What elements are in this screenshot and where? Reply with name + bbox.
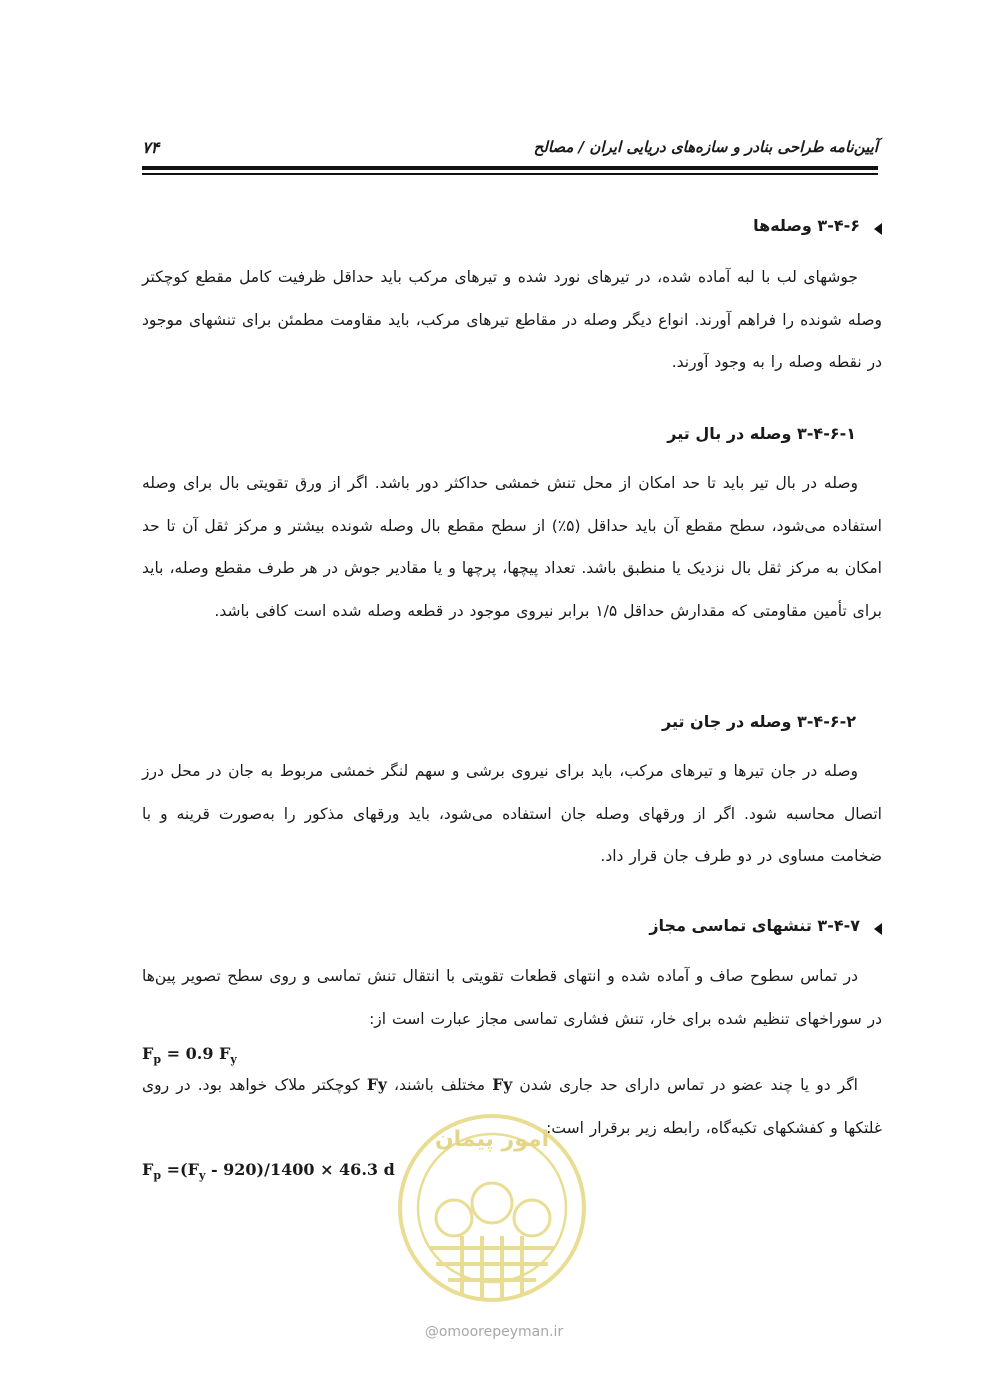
triangle-bullet-icon (874, 223, 882, 235)
subsection-heading-web-splice (142, 712, 856, 731)
heading-text: ۳-۴-۶-۱ وصله در بال تیر (667, 424, 856, 443)
paragraph-yield-strength: اگر دو یا چند عضو در تماس دارای حد جاری شدن Fy مختلف باشند، Fy کوچکتر ملاک خواهد بود. در روی غلتکها و کفشکهای تکیه‌گاه، رابطه زیر برقرار است: (142, 1075, 882, 1137)
running-header (142, 128, 878, 164)
triangle-bullet-icon (874, 923, 882, 935)
formula-fp-rollers: $F_p =(F_y - 920)/1400 \times 46.3$ d (142, 1160, 395, 1183)
paragraph-web-splice (142, 750, 882, 878)
header-rule-thick (142, 166, 878, 170)
section-heading-splices (142, 216, 860, 235)
watermark-site: @omoorepeyman.ir (424, 1324, 564, 1340)
formula-fp-basic: $F_p = 0.9$ $F_y$ (142, 1044, 237, 1067)
heading-text: ۳-۴-۷ تنشهای تماسی مجاز (649, 916, 860, 935)
page-number: ۷۴ (142, 138, 160, 157)
section-heading-contact-stresses (142, 916, 860, 935)
paragraph-text: جوشهای لب با لبه آماده شده، در تیرهای نورد شده و تیرهای مرکب باید حداقل ظرفیت کامل مقطع کوچکتر وصله شونده را فراهم آورند. انواع دیگر وصله در مقاطع تیرهای مرکب، باید مقاومت مطمئن برای تنشهای موجود در نقطه وصله را به وجود آورند. (142, 268, 882, 371)
paragraph-text: در تماس سطوح صاف و آماده شده و انتهای قطعات تقویتی با انتقال تنش تماسی و روی سطح تصویر پین‌ها در سوراخهای تنظیم شده برای خار، تنش فشاری تماسی مجاز عبارت است از: (142, 967, 882, 1028)
heading-text: ۳-۴-۶ وصله‌ها (753, 216, 860, 235)
paragraph-text: وصله در جان تیرها و تیرهای مرکب، باید برای نیروی برشی و سهم لنگر خمشی مربوط به جان در محل درز اتصال محاسبه شود. اگر از ورقهای وصله جان استفاده می‌شود، باید ورقهای مذکور را به‌صورت قرینه و با ضخامت مساوی در دو طرف جان قرار داد. (142, 762, 882, 865)
paragraph-contact-stresses (142, 955, 882, 1040)
paragraph-text: وصله در بال تیر باید تا حد امکان از محل تنش خمشی حداکثر دور باشد. اگر از ورق تقویتی بال برای وصله استفاده می‌شود، سطح مقطع آن باید حداقل (۵٪) از سطح مقطع بال وصله شونده بیشتر و مرکز ثقل آن تا حد امکان به مرکز ثقل بال نزدیک یا منطبق باشد. تعداد پیچها، پرچها و یا مقادیر جوش در هر طرف مقطع وصله، باید برای تأمین مقاومتی که مقدارش حداقل ۱/۵ برابر نیروی موجود در قطعه وصله شده است کافی باشد. (142, 474, 882, 620)
paragraph-flange-splice (142, 462, 882, 632)
svg-text:امور پیمان: امور پیمان (434, 1127, 550, 1152)
header-rule-thin (142, 173, 878, 175)
book-title: آیین‌نامه طراحی بنادر و سازه‌های دریایی ایران / مصالح (533, 138, 878, 156)
subsection-heading-flange-splice (142, 424, 856, 443)
heading-text: ۳-۴-۶-۲ وصله در جان تیر (661, 712, 856, 731)
watermark-seal-logo (392, 1108, 592, 1318)
paragraph-splices (142, 256, 882, 384)
